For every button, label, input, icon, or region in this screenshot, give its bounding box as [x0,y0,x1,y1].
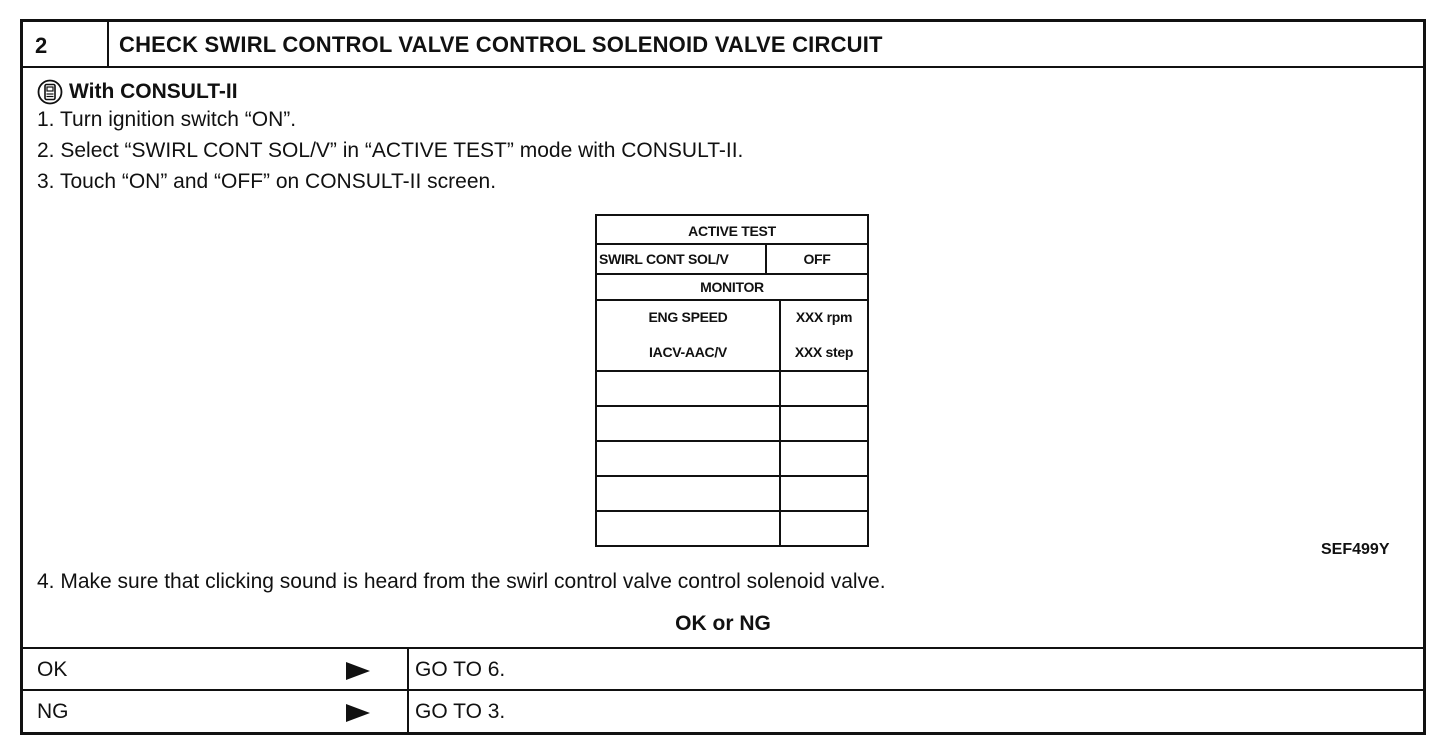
result-row-ng [23,689,1423,735]
instruction-3: 3. Touch “ON” and “OFF” on CONSULT-II screen. [37,170,497,193]
instruction-2: 2. Select “SWIRL CONT SOL/V” in “ACTIVE TEST” mode with CONSULT-II. [37,139,744,162]
step-header [23,22,1423,68]
figure-code: SEF499Y [1321,541,1390,558]
consult-label: With CONSULT-II [69,80,238,103]
instruction-1: 1. Turn ignition switch “ON”. [37,108,297,131]
diagnostic-step-table [20,19,1426,735]
result-label-ng: NG [37,700,69,723]
consult-tester-icon [37,79,63,105]
screen-test-value: OFF [803,251,831,267]
instruction-4: 4. Make sure that clicking sound is heard from the swirl control valve control solenoid valve. [37,570,886,593]
monitor-item-iacv: IACV-AAC/V [649,344,727,360]
result-action-ng: GO TO 3. [415,700,506,723]
consult-screen-figure [595,214,869,547]
step-number: 2 [23,22,109,66]
screen-monitor-title: MONITOR [700,279,764,295]
monitor-item-eng-speed: ENG SPEED [648,309,728,325]
consult-heading [37,78,238,106]
result-title: OK or NG [675,612,771,635]
monitor-value-eng-speed: XXX rpm [795,309,853,325]
step-title: CHECK SWIRL CONTROL VALVE CONTROL SOLENOID VALVE CIRCUIT [119,32,883,57]
monitor-value-iacv: XXX step [794,344,854,360]
right-triangle-arrow-icon [345,661,371,681]
right-triangle-arrow-icon [345,703,371,723]
screen-test-item: SWIRL CONT SOL/V [599,251,729,267]
result-row-ok [23,647,1423,689]
result-label-ok: OK [37,658,68,681]
result-action-ok: GO TO 6. [415,658,506,681]
screen-title: ACTIVE TEST [688,222,776,239]
